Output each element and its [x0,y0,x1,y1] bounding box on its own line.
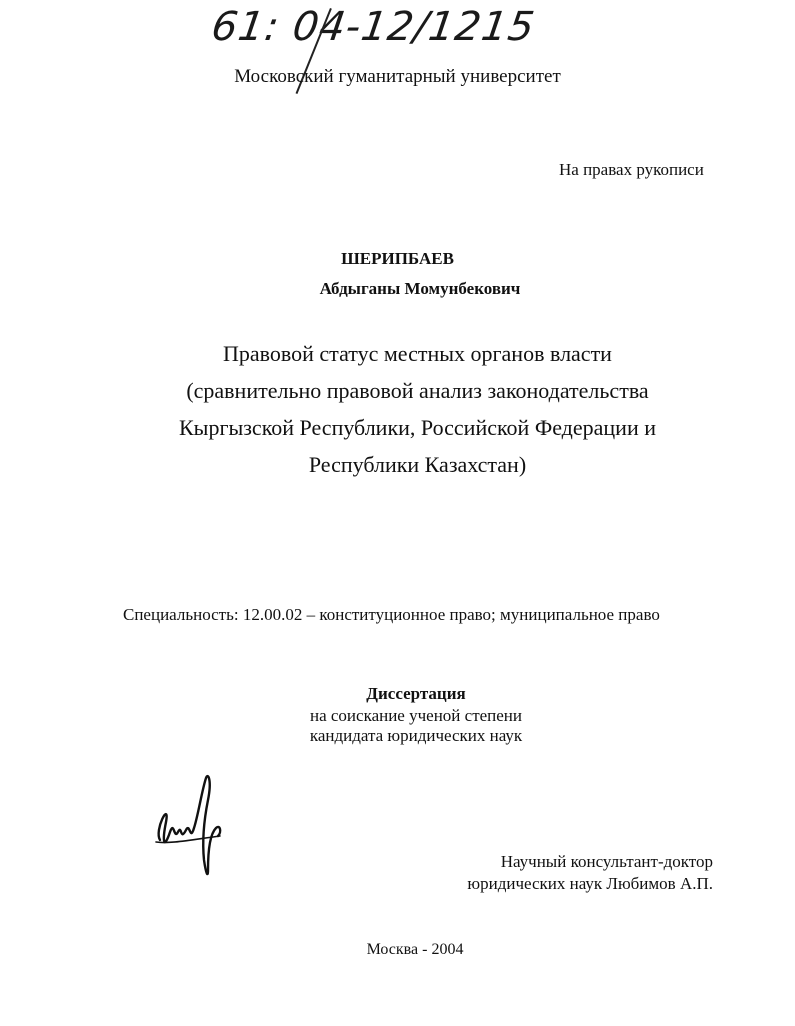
dissertation-title [0,335,795,483]
university-name: Московский гуманитарный университет [234,66,561,87]
author-signature [150,770,230,880]
degree-line-1: на соискание ученой степени [309,706,523,725]
handwritten-archive-mark: 61: 04-12/1215 [208,4,538,50]
title-line: (сравнительно правовой анализ законодательства [186,378,649,403]
scientific-consultant [453,851,713,895]
consultant-line: Научный консультант-доктор [500,852,713,871]
author-given-names: Абдыганы Момунбекович [319,279,521,298]
city-and-year: Москва - 2004 [366,941,464,958]
degree-line-2: кандидата юридических наук [309,726,523,745]
title-line: Республики Казахстан) [308,452,527,477]
title-line: Правовой статус местных органов власти [223,341,612,366]
specialty-line: Специальность: 12.00.02 – конституционное право; муниципальное право [123,605,660,624]
dissertation-heading: Диссертация [366,684,466,703]
consultant-line: юридических наук Любимов А.П. [467,874,713,893]
title-line: Кыргызской Республики, Российской Федерации и [178,415,657,440]
rights-note: На правах рукописи [559,160,704,179]
author-surname: ШЕРИПБАЕВ [341,249,454,268]
